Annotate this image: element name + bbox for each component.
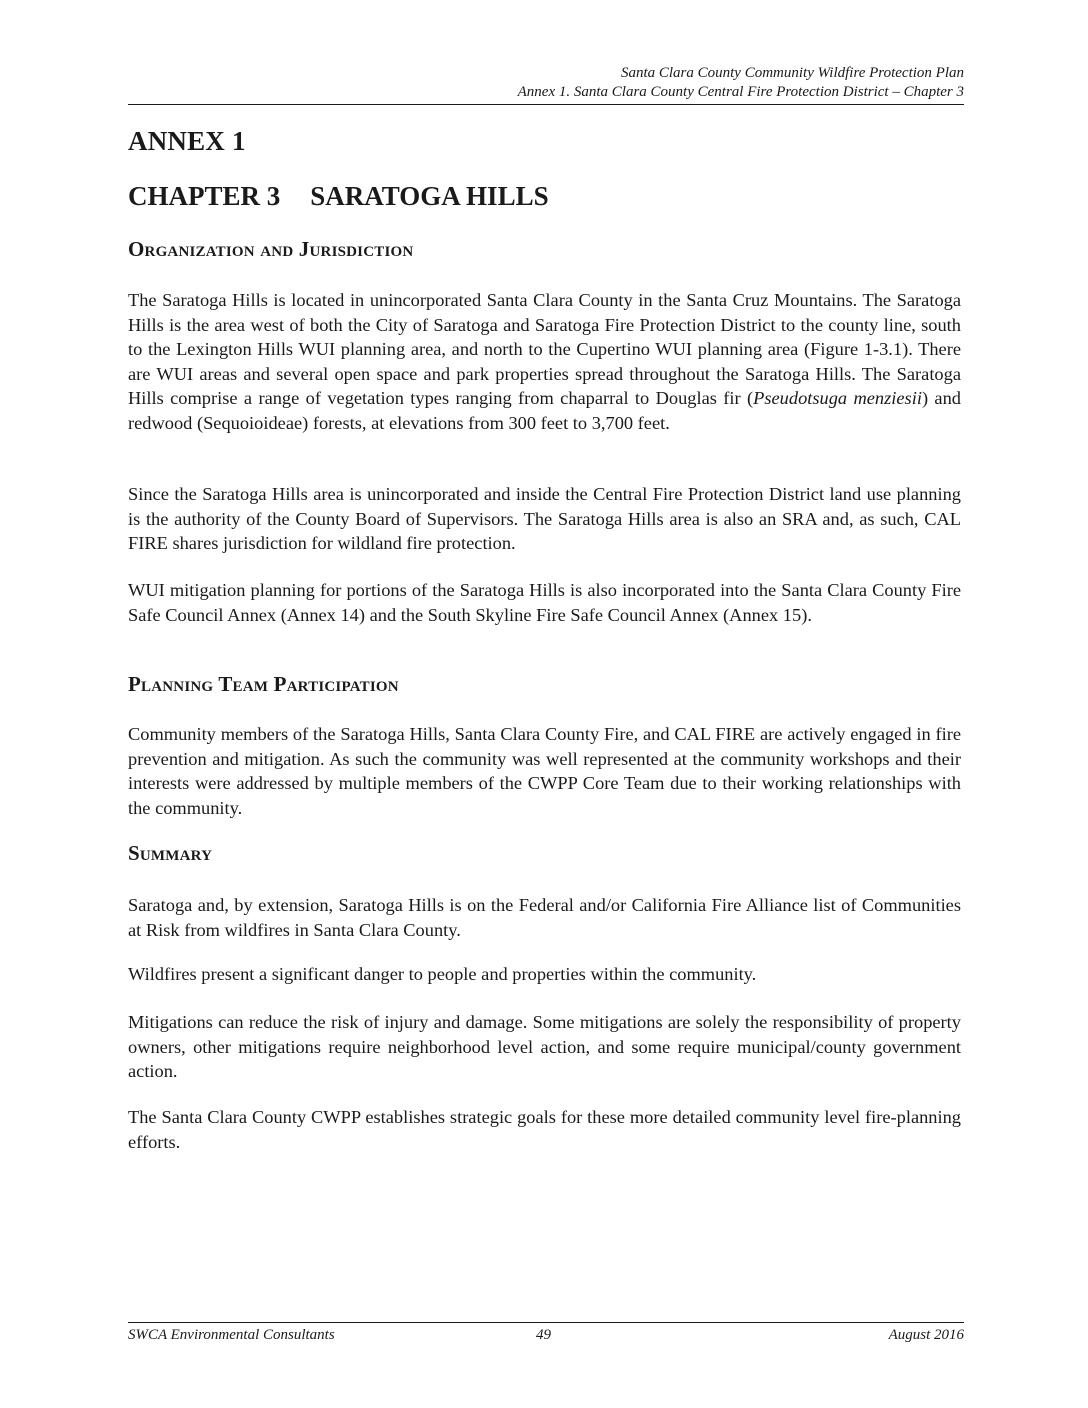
header-annex-chapter: Annex 1. Santa Clara County Central Fire Protection District – Chapter 3 [517, 84, 964, 100]
page-number: 49 [536, 1327, 551, 1343]
running-header [128, 64, 964, 102]
summary-paragraph-1: Saratoga and, by extension, Saratoga Hills is on the Federal and/or California Fire Alliance list of Communities at Risk from wildfires in Santa Clara County. [128, 895, 961, 940]
summary-paragraph-3: Mitigations can reduce the risk of injury and damage. Some mitigations are solely the responsibility of property owners, other mitigations require neighborhood level action, and some require municipal/county government action. [128, 1012, 961, 1081]
footer-company: SWCA Environmental Consultants [128, 1327, 335, 1343]
summary-paragraph-2: Wildfires present a significant danger to people and properties within the community. [128, 964, 757, 984]
section-heading-planning: Planning Team Participation [128, 672, 399, 696]
footer-date: August 2016 [888, 1327, 964, 1343]
header-rule [128, 104, 964, 105]
organization-paragraph-3: WUI mitigation planning for portions of the Saratoga Hills is also incorporated into the Santa Clara County Fire Safe Council Annex (Annex 14) and the South Skyline Fire Safe Council Annex (Annex 15). [128, 580, 961, 625]
footer-rule [128, 1322, 964, 1323]
section-heading-organization: Organization and Jurisdiction [128, 237, 414, 261]
section-heading-summary: Summary [128, 841, 213, 865]
summary-paragraph-4: The Santa Clara County CWPP establishes strategic goals for these more detailed community level fire-planning efforts. [128, 1107, 961, 1152]
organization-paragraph-2: Since the Saratoga Hills area is unincorporated and inside the Central Fire Protection District land use planning is the authority of the County Board of Supervisors. The Saratoga Hills area is also an SRA and, as such, CAL FIRE shares jurisdiction for wildland fire protection. [128, 484, 961, 553]
chapter-number: CHAPTER 3 [128, 181, 281, 211]
header-plan-title: Santa Clara County Community Wildfire Protection Plan [620, 65, 964, 81]
annex-title: ANNEX 1 [128, 126, 246, 156]
species-name: Pseudotsuga menziesii [753, 388, 922, 408]
chapter-name: SARATOGA HILLS [310, 181, 549, 211]
chapter-title [128, 181, 549, 212]
planning-paragraph-1: Community members of the Saratoga Hills, Santa Clara County Fire, and CAL FIRE are actively engaged in fire prevention and mitigation. As such the community was well represented at the community workshops and their interests were addressed by multiple members of the CWPP Core Team due to their working relationships with the community. [128, 724, 961, 818]
organization-paragraph-1: The Saratoga Hills is located in unincorporated Santa Clara County in the Santa Cruz Mountains. The Saratoga Hills is the area west of both the City of Saratoga and Saratoga Fire Protection District to the county line, south to the Lexington Hills WUI planning area, and north to the Cupertino WUI planning area (Figure 1-3.1). There are WUI areas and several open space and park properties spread throughout the Saratoga Hills. The Saratoga Hills comprise a range of vegetation types ranging from chaparral to Douglas fir (Pseudotsuga menziesii) and redwood (Sequoioideae) forests, at elevations from 300 feet to 3,700 feet. [128, 290, 961, 433]
